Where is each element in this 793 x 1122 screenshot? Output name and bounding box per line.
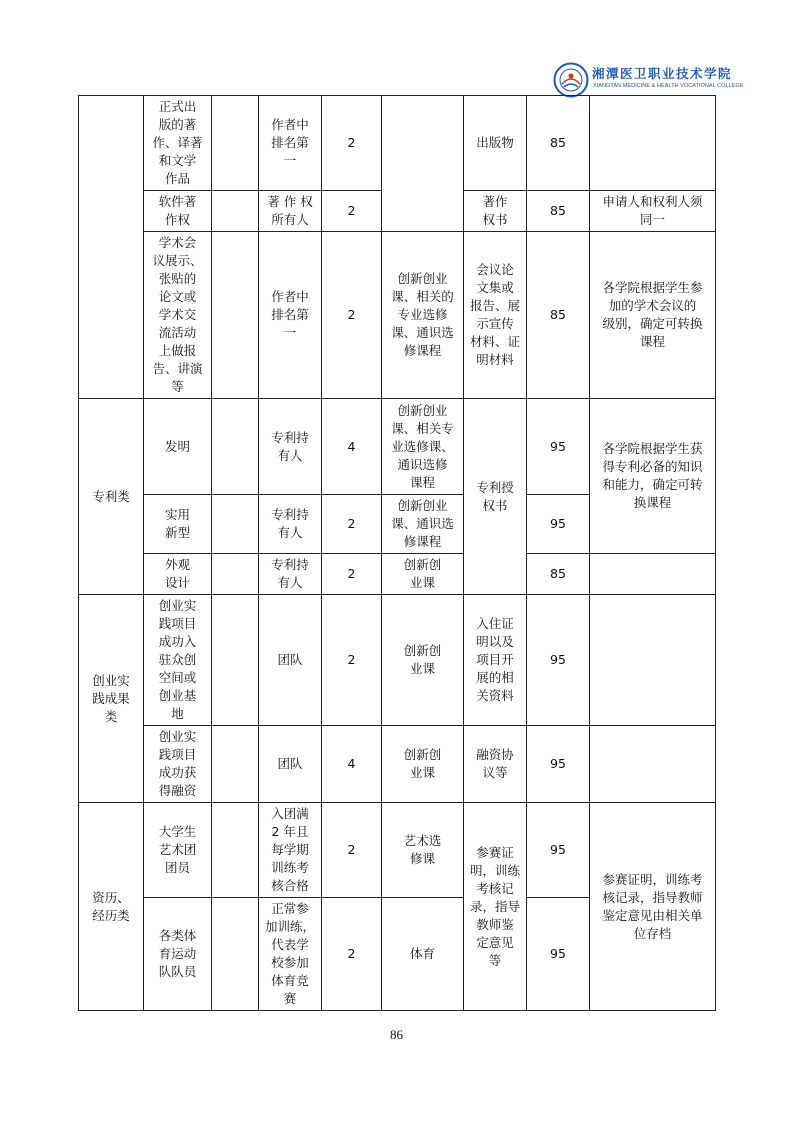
score-cell: 95 bbox=[527, 803, 590, 898]
table-row bbox=[79, 399, 716, 495]
note-cell: 各学院根据学生获 得专利必备的知识 和能力，确定可转 换课程 bbox=[590, 399, 716, 554]
note-cell bbox=[590, 595, 716, 726]
proof-cell: 会议论 文集或 报告、展 示宣传 材料、证 明材料 bbox=[464, 232, 527, 399]
course-cell: 创新创 业课 bbox=[382, 726, 464, 803]
table-row bbox=[79, 554, 716, 595]
proof-cell: 融资协 议等 bbox=[464, 726, 527, 803]
category-cell: 资历、 经历类 bbox=[79, 803, 144, 1011]
item-name-cell: 正式出 版的著 作、译著 和文学 作品 bbox=[144, 96, 212, 191]
course-cell: 创新创 业课 bbox=[382, 595, 464, 726]
table-row bbox=[79, 726, 716, 803]
note-cell: 各学院根据学生参 加的学术会议的 级别，确定可转换 课程 bbox=[590, 232, 716, 399]
score-cell: 85 bbox=[527, 96, 590, 191]
school-name-cn: 湘潭医卫职业技术学院 bbox=[592, 66, 733, 81]
item-name-cell: 学术会 议展示、 张贴的 论文或 学术交 流活动 上做报 告、讲演 等 bbox=[144, 232, 212, 399]
score-cell: 95 bbox=[527, 595, 590, 726]
item-name-cell: 软件著 作权 bbox=[144, 191, 212, 232]
requirement-cell: 作者中 排名第 一 bbox=[259, 232, 322, 399]
level-cell bbox=[212, 898, 259, 1011]
table-row bbox=[79, 803, 716, 898]
course-cell: 创新创 业课 bbox=[382, 554, 464, 595]
score-cell: 95 bbox=[527, 399, 590, 495]
score-cell: 85 bbox=[527, 232, 590, 399]
requirement-cell: 专利持 有人 bbox=[259, 554, 322, 595]
college-seal-icon bbox=[553, 62, 589, 98]
table-row bbox=[79, 595, 716, 726]
item-name-cell: 外观 设计 bbox=[144, 554, 212, 595]
proof-cell: 专利授 权书 bbox=[464, 399, 527, 595]
credit-conversion-table bbox=[78, 95, 716, 1011]
note-cell: 参赛证明，训练考 核记录，指导教师 鉴定意见由相关单 位存档 bbox=[590, 803, 716, 1011]
requirement-cell: 正常参 加训练， 代表学 校参加 体育竞 赛 bbox=[259, 898, 322, 1011]
note-cell bbox=[590, 96, 716, 191]
credit-cell: 4 bbox=[322, 726, 382, 803]
proof-cell: 出版物 bbox=[464, 96, 527, 191]
category-cell: 创业实 践成果 类 bbox=[79, 595, 144, 803]
course-cell: 创新创业 课、相关的 专业选修 课、通识选 修课程 bbox=[382, 232, 464, 399]
category-cell: 专利类 bbox=[79, 399, 144, 595]
level-cell bbox=[212, 232, 259, 399]
credit-cell: 2 bbox=[322, 96, 382, 191]
level-cell bbox=[212, 726, 259, 803]
school-name-en: XIANGTAN MEDICINE & HEALTH VOCATIONAL COLLEGE bbox=[593, 83, 744, 89]
requirement-cell: 专利持 有人 bbox=[259, 495, 322, 554]
requirement-cell: 专利持 有人 bbox=[259, 399, 322, 495]
score-cell: 85 bbox=[527, 191, 590, 232]
score-cell: 85 bbox=[527, 554, 590, 595]
proof-cell: 著作 权书 bbox=[464, 191, 527, 232]
table-row bbox=[79, 232, 716, 399]
course-cell: 创新创业 课、相关专 业选修课、 通识选修 课程 bbox=[382, 399, 464, 495]
credit-cell: 2 bbox=[322, 191, 382, 232]
level-cell bbox=[212, 495, 259, 554]
credit-cell: 2 bbox=[322, 898, 382, 1011]
course-cell: 艺术选 修课 bbox=[382, 803, 464, 898]
requirement-cell: 入团满 2 年且 每学期 训练考 核合格 bbox=[259, 803, 322, 898]
note-cell bbox=[590, 726, 716, 803]
level-cell bbox=[212, 399, 259, 495]
note-cell: 申请人和权利人须 同一 bbox=[590, 191, 716, 232]
credit-cell: 2 bbox=[322, 232, 382, 399]
score-cell: 95 bbox=[527, 495, 590, 554]
requirement-cell: 团队 bbox=[259, 726, 322, 803]
item-name-cell: 创业实 践项目 成功获 得融资 bbox=[144, 726, 212, 803]
item-name-cell: 实用 新型 bbox=[144, 495, 212, 554]
course-cell: 创新创业 课、通识选 修课程 bbox=[382, 495, 464, 554]
requirement-cell: 作者中 排名第 一 bbox=[259, 96, 322, 191]
table-row bbox=[79, 96, 716, 191]
item-name-cell: 大学生 艺术团 团员 bbox=[144, 803, 212, 898]
level-cell bbox=[212, 96, 259, 191]
level-cell bbox=[212, 803, 259, 898]
requirement-cell: 著 作 权 所有人 bbox=[259, 191, 322, 232]
note-cell bbox=[590, 554, 716, 595]
proof-cell: 参赛证 明，训练 考核记 录，指导 教师鉴 定意见 等 bbox=[464, 803, 527, 1011]
item-name-cell: 创业实 践项目 成功入 驻众创 空间或 创业基 地 bbox=[144, 595, 212, 726]
score-cell: 95 bbox=[527, 726, 590, 803]
score-cell: 95 bbox=[527, 898, 590, 1011]
requirement-cell: 团队 bbox=[259, 595, 322, 726]
item-name-cell: 各类体 育运动 队队员 bbox=[144, 898, 212, 1011]
level-cell bbox=[212, 191, 259, 232]
credit-cell: 2 bbox=[322, 554, 382, 595]
credit-cell: 2 bbox=[322, 495, 382, 554]
credit-cell: 2 bbox=[322, 595, 382, 726]
credit-cell: 4 bbox=[322, 399, 382, 495]
proof-cell: 入住证 明以及 项目开 展的相 关资料 bbox=[464, 595, 527, 726]
course-cell: 体育 bbox=[382, 898, 464, 1011]
credit-cell: 2 bbox=[322, 803, 382, 898]
page-number: 86 bbox=[390, 1027, 403, 1042]
level-cell bbox=[212, 595, 259, 726]
category-cell bbox=[79, 96, 144, 399]
level-cell bbox=[212, 554, 259, 595]
course-cell bbox=[382, 96, 464, 232]
item-name-cell: 发明 bbox=[144, 399, 212, 495]
